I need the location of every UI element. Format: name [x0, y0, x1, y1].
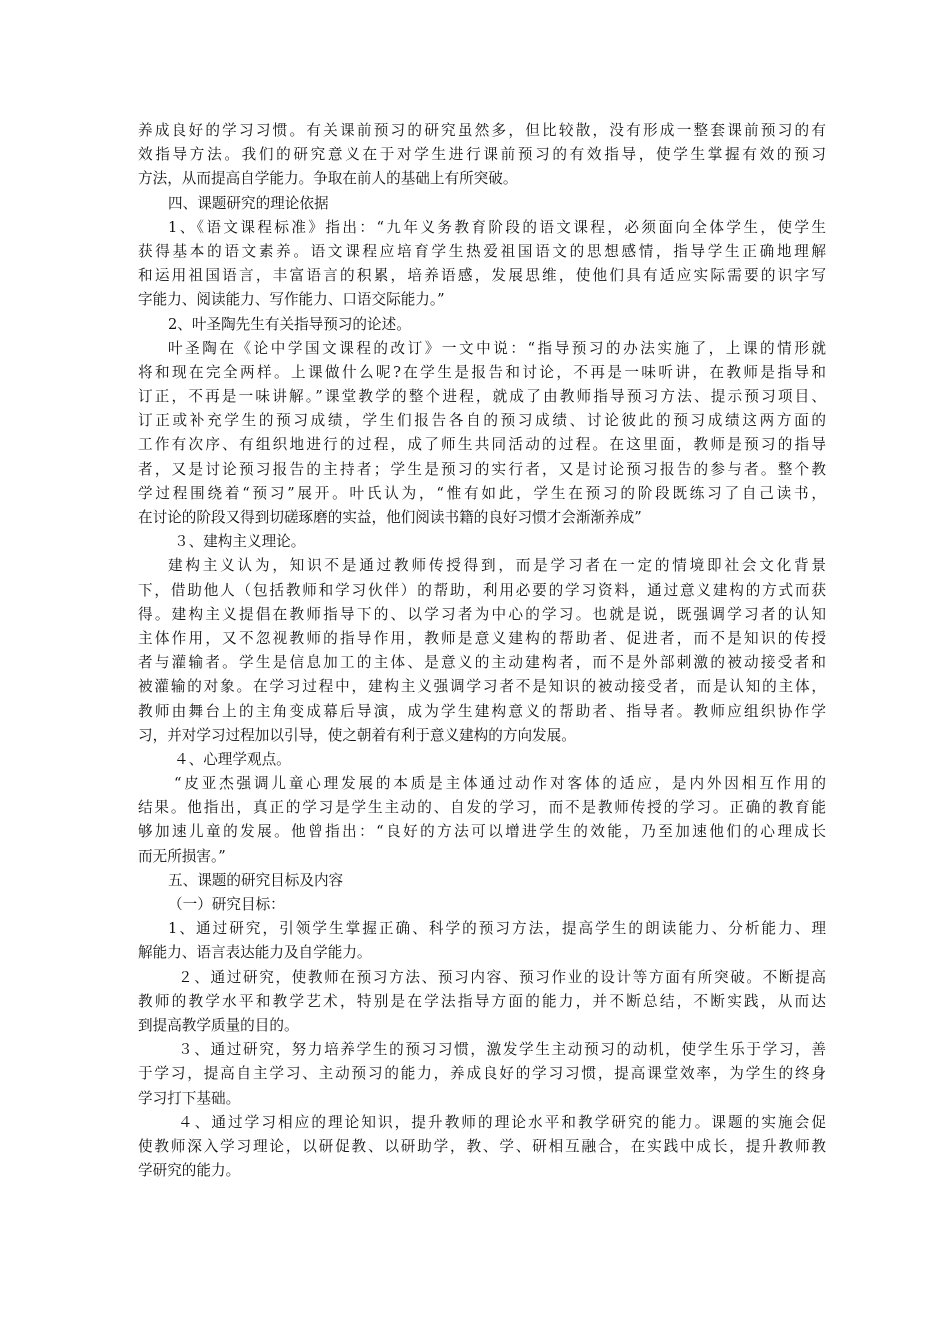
heading-line: 四、课题研究的理论依据	[168, 194, 329, 212]
text-line: 字能力、阅读能力、写作能力、口语交际能力。”	[138, 291, 445, 309]
text-line: 教师的教学水平和教学艺术，特别是在学法指导方面的能力，并不断总结，不断实践，从而达	[138, 992, 826, 1010]
para-basis-4-title	[138, 748, 826, 772]
text-line: 到提高教学质量的目的。	[138, 1016, 299, 1034]
text-line: 学研究的能力。	[138, 1162, 241, 1180]
text-line: 下，借助他人（包括教师和学习伙伴）的帮助，利用必要的学习资料，通过意义建构的方式而获	[138, 581, 826, 599]
text-line: “皮亚杰强调儿童心理发展的本质是主体通过动作对客体的适应，是内外因相互作用的	[174, 775, 826, 793]
text-line: 者，又是讨论预习报告的主持者；学生是预习的实行者，又是讨论预习报告的参与者。整个教	[138, 460, 826, 478]
text-line: 效指导方法。我们的研究意义在于对学生进行课前预习的有效指导，使学生掌握有效的预习	[138, 146, 826, 164]
para-goal-2	[138, 966, 826, 1039]
text-line: 者与灌输者。学生是信息加工的主体、是意义的主动建构者，而不是外部刺激的被动接受者和	[138, 654, 826, 672]
text-line: 1、通过研究，引领学生掌握正确、科学的预习方法，提高学生的朗读能力、分析能力、理	[168, 920, 826, 938]
para-goal-4	[138, 1111, 826, 1184]
para-basis-3-title	[138, 530, 826, 554]
text-line: 学过程围绕着“预习”展开。叶氏认为，“惟有如此，学生在预习的阶段既练习了自己读书，	[138, 484, 826, 502]
text-line: ４、通过学习相应的理论知识，提升教师的理论水平和教学研究的能力。课题的实施会促	[178, 1113, 826, 1131]
text-line: 得。建构主义提倡在教师指导下的、以学习者为中心的学习。也就是说，既强调学习者的认知	[138, 605, 826, 623]
para-intro-continuation	[138, 119, 826, 192]
para-basis-2-title	[138, 313, 826, 337]
text-line: 在讨论的阶段又得到切磋琢磨的实益，他们阅读书籍的良好习惯才会渐渐养成”	[138, 509, 642, 526]
para-basis-2-body	[138, 337, 826, 531]
text-line: ３、通过研究，努力培养学生的预习习惯，激发学生主动预习的动机，使学生乐于学习，善	[178, 1041, 826, 1059]
text-line: 2、叶圣陶先生有关指导预习的论述。	[168, 315, 411, 333]
text-line: 订正，不再是一味讲解。”课堂教学的整个进程，就成了由教师指导预习方法、提示预习项目、	[138, 388, 826, 406]
section-four-heading	[138, 192, 826, 216]
text-line: 教师由舞台上的主角变成幕后导演，成为学生建构意义的帮助者、指导者。教师应组织协作学	[138, 702, 826, 720]
text-line: 够加速儿童的发展。他曾指出：“良好的方法可以增进学生的效能，乃至加速他们的心理成长	[138, 823, 826, 841]
text-line: ２、通过研究，使教师在预习方法、预习内容、预习作业的设计等方面有所突破。不断提高	[178, 968, 826, 986]
para-basis-3-body	[138, 554, 826, 748]
text-line: 于学习，提高自主学习、主动预习的能力，养成良好的学习习惯，提高课堂效率，为学生的终身	[138, 1065, 826, 1083]
text-line: 1、《语文课程标准》指出：“九年义务教育阶段的语文课程，必须面向全体学生，使学生	[168, 218, 826, 236]
text-line: 习，并对学习过程加以引导，使之朝着有利于意义建构的方向发展。	[138, 726, 576, 744]
para-goal-1	[138, 917, 826, 965]
text-line: 而无所损害。”	[138, 847, 226, 865]
text-line: 方法，从而提高自学能力。争取在前人的基础上有所突破。	[138, 170, 518, 188]
heading-line: 五、课题的研究目标及内容	[168, 871, 344, 889]
text-line: 主体作用，又不忽视教师的指导作用，教师是意义建构的帮助者、促进者，而不是知识的传授	[138, 629, 826, 647]
text-line: 和运用祖国语言，丰富语言的积累，培养语感，发展思维，使他们具有适应实际需要的识字写	[138, 267, 826, 285]
para-goal-3	[138, 1038, 826, 1111]
text-line: 解能力、语言表达能力及自学能力。	[138, 944, 372, 962]
text-line: ３、建构主义理论。	[174, 533, 306, 551]
text-line: 养成良好的学习习惯。有关课前预习的研究虽然多，但比较散，没有形成一整套课前预习的有	[138, 122, 826, 139]
section-five-heading	[138, 869, 826, 893]
heading-line: （一）研究目标：	[168, 896, 285, 913]
text-line: 结果。他指出，真正的学习是学生主动的、自发的学习，而不是教师传授的学习。正确的教育能	[138, 799, 826, 817]
text-line: ４、心理学观点。	[174, 750, 291, 768]
text-line: 建构主义认为，知识不是通过教师传授得到，而是学习者在一定的情境即社会文化背景	[168, 557, 826, 575]
text-line: 工作有次序、有组织地进行的过程，成了师生共同活动的过程。在这里面，教师是预习的指导	[138, 436, 826, 454]
text-line: 订正或补充学生的预习成绩，学生们报告各自的预习成绩、讨论彼此的预习成绩这两方面的	[138, 412, 826, 430]
text-line: 叶圣陶在《论中学国文课程的改订》一文中说：“指导预习的办法实施了，上课的情形就	[168, 339, 826, 357]
text-line: 被灌输的对象。在学习过程中，建构主义强调学习者不是知识的被动接受者，而是认知的主体，	[138, 678, 826, 696]
document-page	[138, 119, 826, 1183]
para-basis-1	[138, 216, 826, 313]
text-line: 将和现在完全两样。上课做什么呢?在学生是报告和讨论，不再是一味听讲，在教师是指导和	[138, 363, 826, 381]
para-basis-4-body	[138, 772, 826, 869]
text-line: 学习打下基础。	[138, 1089, 241, 1107]
subsection-goals-heading	[138, 893, 826, 917]
text-line: 获得基本的语文素养。语文课程应培育学生热爱祖国语文的思想感情，指导学生正确地理解	[138, 242, 826, 260]
text-line: 使教师深入学习理论，以研促教、以研助学，教、学、研相互融合，在实践中成长，提升教师教	[138, 1137, 826, 1155]
